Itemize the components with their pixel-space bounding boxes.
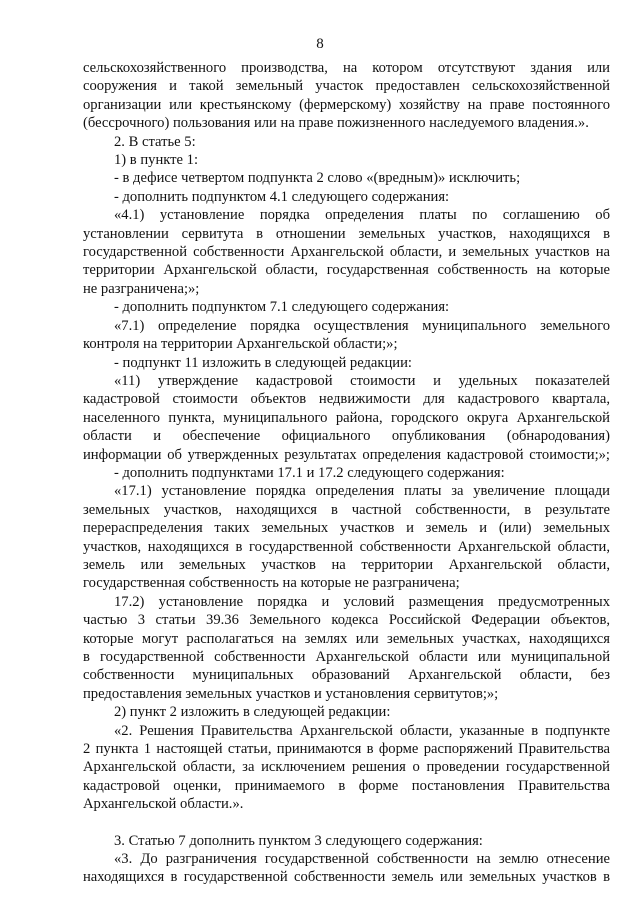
text-line: Архангельской области.». xyxy=(83,796,244,813)
text-line: предоставления земельных участков и установления сервитутов;»; xyxy=(83,685,499,702)
text-line: «3. До разграничения государственной собственности на землю отнесение xyxy=(114,851,610,868)
text-line: «4.1) установление порядка определения платы по соглашению об xyxy=(114,207,610,224)
text-line: 1) в пункте 1: xyxy=(114,152,199,169)
paragraph-gap xyxy=(83,814,610,832)
document-body xyxy=(83,59,610,887)
text-line: сооружения и такой земельный участок предоставлен сельскохозяйственной xyxy=(83,78,610,95)
text-line: Архангельской области, за исключением решения о проведении государственной xyxy=(83,759,610,776)
text-line: «7.1) определение порядка осуществления муниципального земельного xyxy=(114,317,610,334)
text-line: - в дефисе четвертом подпункта 2 слово «(вредным)» исключить; xyxy=(114,170,521,187)
text-line: не разграничена;»; xyxy=(83,280,200,297)
text-line: информации об утвержденных результатах определения кадастровой стоимости;»; xyxy=(83,446,610,463)
text-line: участков, находящихся в государственной собственности Архангельской области, xyxy=(83,538,610,555)
text-line: 17.2) установление порядка и условий размещения предусмотренных xyxy=(114,593,610,610)
text-line: «2. Решения Правительства Архангельской области, указанные в подпункте xyxy=(114,722,610,739)
text-line: - дополнить подпунктом 4.1 следующего содержания: xyxy=(114,188,450,205)
text-line: установлении сервитута в отношении земельных участков, находящихся в xyxy=(83,225,610,242)
text-line: 2. В статье 5: xyxy=(114,133,196,150)
text-line: земель или земельных участков на территории Архангельской области, xyxy=(83,556,610,573)
text-line: сельскохозяйственного производства, на котором отсутствуют здания или xyxy=(83,60,610,76)
text-line: в государственной собственности Архангельской области или муниципальной xyxy=(83,649,610,665)
text-line: частью 3 статьи 39.36 Земельного кодекса Российской Федерации объектов, xyxy=(83,612,610,629)
text-line: земельных участков, находящихся в частной собственности, в результате xyxy=(83,501,610,518)
text-line: (бессрочного) пользования или на праве пожизненного наследуемого владения.». xyxy=(83,115,589,132)
text-line: 2 пункта 1 настоящей статьи, принимаются в форме распоряжений Правительства xyxy=(83,741,610,758)
text-line: кадастровой стоимости объектов недвижимости для кадастрового квартала, xyxy=(83,391,610,408)
text-line: - подпункт 11 изложить в следующей редакции: xyxy=(114,354,412,371)
text-line: 3. Статью 7 дополнить пунктом 3 следующего содержания: xyxy=(114,832,483,849)
text-line: «11) утверждение кадастровой стоимости и удельных показателей xyxy=(114,372,610,389)
text-line: территории Архангельской области, государственная собственность на которые xyxy=(83,262,610,279)
text-line: контроля на территории Архангельской области;»; xyxy=(83,336,398,353)
text-line: - дополнить подпунктами 17.1 и 17.2 следующего содержания: xyxy=(114,464,505,481)
page-number: 8 xyxy=(316,36,324,52)
text-line: перераспределения таких земельных участков и земель и (или) земельных xyxy=(83,520,610,537)
text-line: «17.1) установление порядка определения платы за увеличение площади xyxy=(114,483,610,500)
text-line: которые могут располагаться на землях или земельных участках, находящихся xyxy=(83,630,610,647)
text-line: населенного пункта, муниципального района, городского округа Архангельской xyxy=(83,409,610,426)
text-line: кадастровой оценки, принимаемого в форме постановления Правительства xyxy=(83,777,610,794)
text-line: организации или крестьянскому (фермерскому) хозяйству на праве постоянного xyxy=(83,96,610,113)
text-line: находящихся в государственной собственности земель или земельных участков в xyxy=(83,869,610,886)
text-line: государственная собственность на которые не разграничена; xyxy=(83,575,460,592)
text-line: государственной собственности Архангельской области, и земельных участков на xyxy=(83,244,610,261)
text-line: области и обеспечение официального опубликования (обнародования) xyxy=(83,428,610,445)
text-line: собственности муниципальных образований Архангельской области, без xyxy=(83,667,610,684)
text-line: - дополнить подпунктом 7.1 следующего содержания: xyxy=(114,299,450,316)
text-line: 2) пункт 2 изложить в следующей редакции: xyxy=(114,704,391,721)
